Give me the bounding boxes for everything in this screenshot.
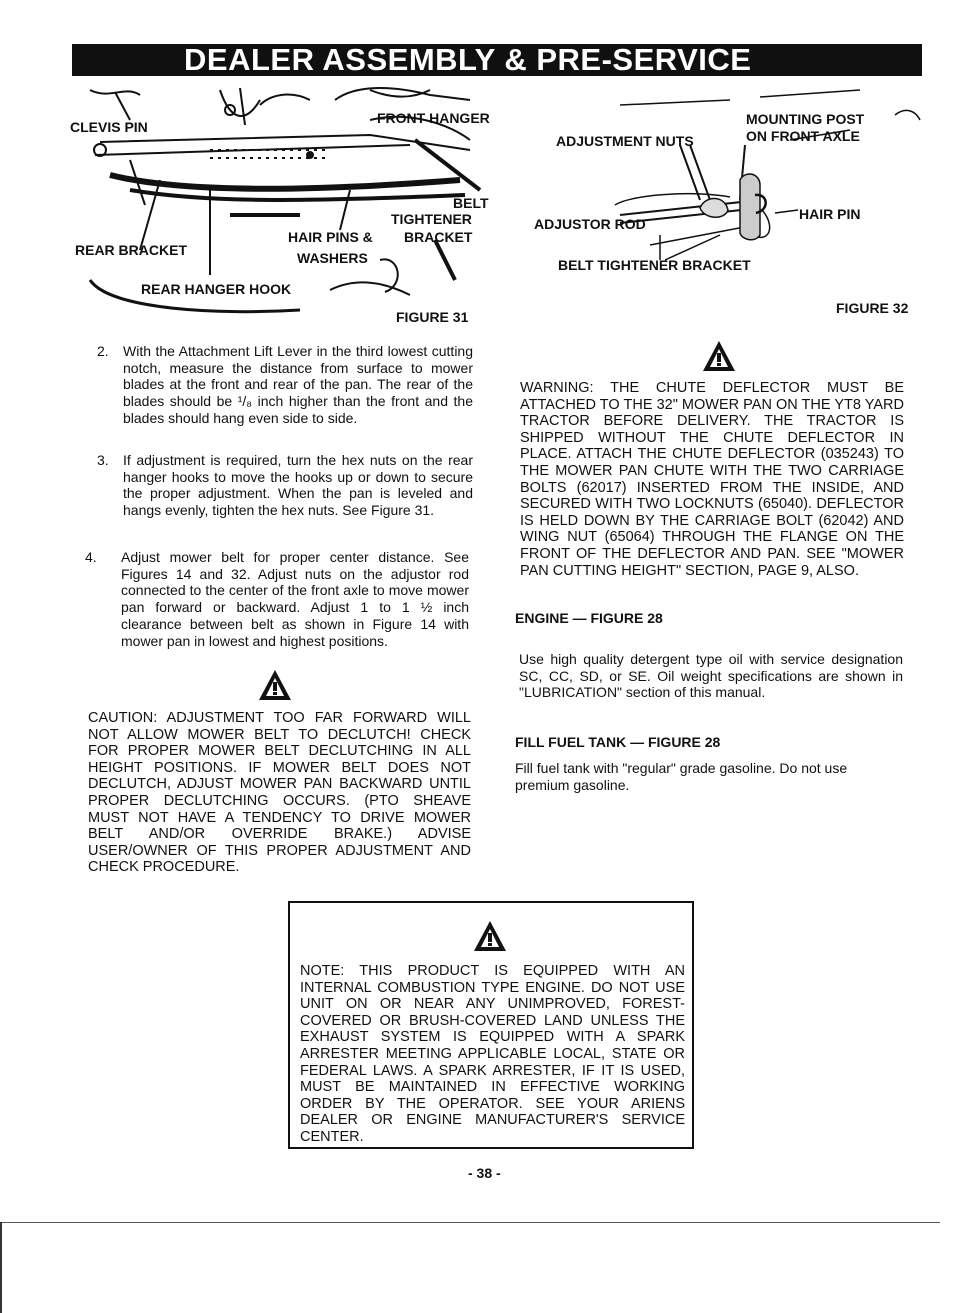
warning-triangle-icon (258, 669, 292, 701)
label-bracket: BRACKET (404, 229, 473, 245)
label-belt: BELT (453, 195, 489, 211)
step-2-number: 2. (97, 343, 109, 359)
figure-32-caption: FIGURE 32 (836, 300, 909, 316)
figure-31-caption: FIGURE 31 (396, 309, 469, 325)
figure-32-illustration (530, 85, 930, 275)
label-rear-hanger-hook: REAR HANGER HOOK (141, 281, 292, 297)
page-title: DEALER ASSEMBLY & PRE-SERVICE (72, 44, 922, 76)
bottom-rule (0, 1222, 940, 1223)
fuel-text: Fill fuel tank with "regular" grade gasoline. Do not use premium gasoline. (515, 760, 848, 793)
label-mounting-post: MOUNTING POST (746, 111, 865, 127)
left-edge-mark (0, 1222, 2, 1313)
step-2-text: With the Attachment Lift Lever in the third lowest cutting notch, measure the distance from surface to mower blades at the front and rear of the pan. The rear of the blades should be ¹/₈ inch higher than the front and the blades should hang even side to side. (123, 343, 473, 426)
label-on-front-axle: ON FRONT AXLE (746, 128, 860, 144)
engine-text: Use high quality detergent type oil with service designation SC, CC, SD, or SE. Oil weight specifications are shown in "LUBRICATION" section of this manual. (519, 651, 903, 701)
caution-text: CAUTION: ADJUSTMENT TOO FAR FORWARD WILL NOT ALLOW MOWER BELT TO DECLUTCH! CHECK FOR PROPER MOWER BELT DECLUTCHING IN ALL HEIGHT POSITIONS. IF MOWER BELT DOES NOT DECLUTCH, ADJUST MOWER PAN BACKWARD UNTIL PROPER DECLUTCHING OCCURS. (PTO SHEAVE MUST NOT HAVE A TENDENCY TO DRIVE MOWER BELT AND/OR OVERRIDE BRAKE.) ADVISE USER/OWNER OF THIS PROPER ADJUSTMENT AND CHECK PROCEDURE. (88, 710, 471, 876)
warning-triangle-icon (473, 920, 507, 952)
warning-triangle-icon (702, 340, 736, 372)
step-3-number: 3. (97, 452, 109, 468)
label-tightener: TIGHTENER (391, 211, 472, 227)
warning-text: WARNING: THE CHUTE DEFLECTOR MUST BE ATTACHED TO THE 32" MOWER PAN ON THE YT8 YARD TRACTOR BEFORE DELIVERY. THE TRACTOR IS SHIPPED WITHOUT THE CHUTE DEFLECTOR IN PLACE. ATTACH THE CHUTE DEFLECTOR (035243) TO THE MOWER PAN CHUTE WITH THE TWO CARRIAGE BOLTS (62017) INSERTED FROM THE INSIDE, AND SECURED WITH TWO LOCKNUTS (65040). DEFLECTOR IS HELD DOWN BY THE CARRIAGE BOLT (62042) AND WING NUT (65064) THROUGH THE FLANGE ON THE FRONT OF THE DEFLECTOR AND PAN. SEE "MOWER PAN CUTTING HEIGHT" SECTION, PAGE 9, ALSO. (520, 380, 904, 579)
step-3-text: If adjustment is required, turn the hex nuts on the rear hanger hooks to move the hooks up or down to secure the proper adjustment. When the pan is leveled and hangs evenly, tighten the hex nuts. See Figure 31. (123, 452, 473, 519)
label-rear-bracket: REAR BRACKET (75, 242, 187, 258)
label-adjustment-nuts: ADJUSTMENT NUTS (556, 133, 694, 149)
label-adjustor-rod: ADJUSTOR ROD (534, 216, 646, 232)
label-belt-tightener-bracket: BELT TIGHTENER BRACKET (558, 257, 751, 273)
label-clevis-pin: CLEVIS PIN (70, 119, 148, 135)
step-4-text: Adjust mower belt for proper center distance. See Figures 14 and 32. Adjust nuts on the adjustor rod connected to the center of the front axle to move mower pan forward or backward. Adjust 1 to 1 ½ inch clearance between belt as shown in Figure 14 with mower pan in lowest and highest positions. (121, 549, 469, 649)
engine-heading: ENGINE — FIGURE 28 (515, 610, 663, 626)
step-4-number: 4. (85, 549, 97, 565)
label-hair-pin: HAIR PIN (799, 206, 861, 222)
label-hair-pins: HAIR PINS & (288, 229, 373, 245)
note-text: NOTE: THIS PRODUCT IS EQUIPPED WITH AN INTERNAL COMBUSTION TYPE ENGINE. DO NOT USE UNIT ON OR NEAR ANY UNIMPROVED, FOREST-COVERED OR BRUSH-COVERED LAND UNLESS THE EXHAUST SYSTEM IS EQUIPPED WITH A SPARK ARRESTER MEETING APPLICABLE LOCAL, STATE OR FEDERAL LAWS. A SPARK ARRESTER, IF IT IS USED, MUST BE MAINTAINED IN EFFECTIVE WORKING ORDER BY THE OPERATOR. SEE YOUR ARIENS DEALER OR ENGINE MANUFACTURER'S SERVICE CENTER. (300, 963, 685, 1145)
label-front-hanger: FRONT HANGER (377, 110, 490, 126)
fuel-heading: FILL FUEL TANK — FIGURE 28 (515, 734, 721, 750)
label-washers: WASHERS (297, 250, 368, 266)
page-number: - 38 - (468, 1165, 501, 1181)
